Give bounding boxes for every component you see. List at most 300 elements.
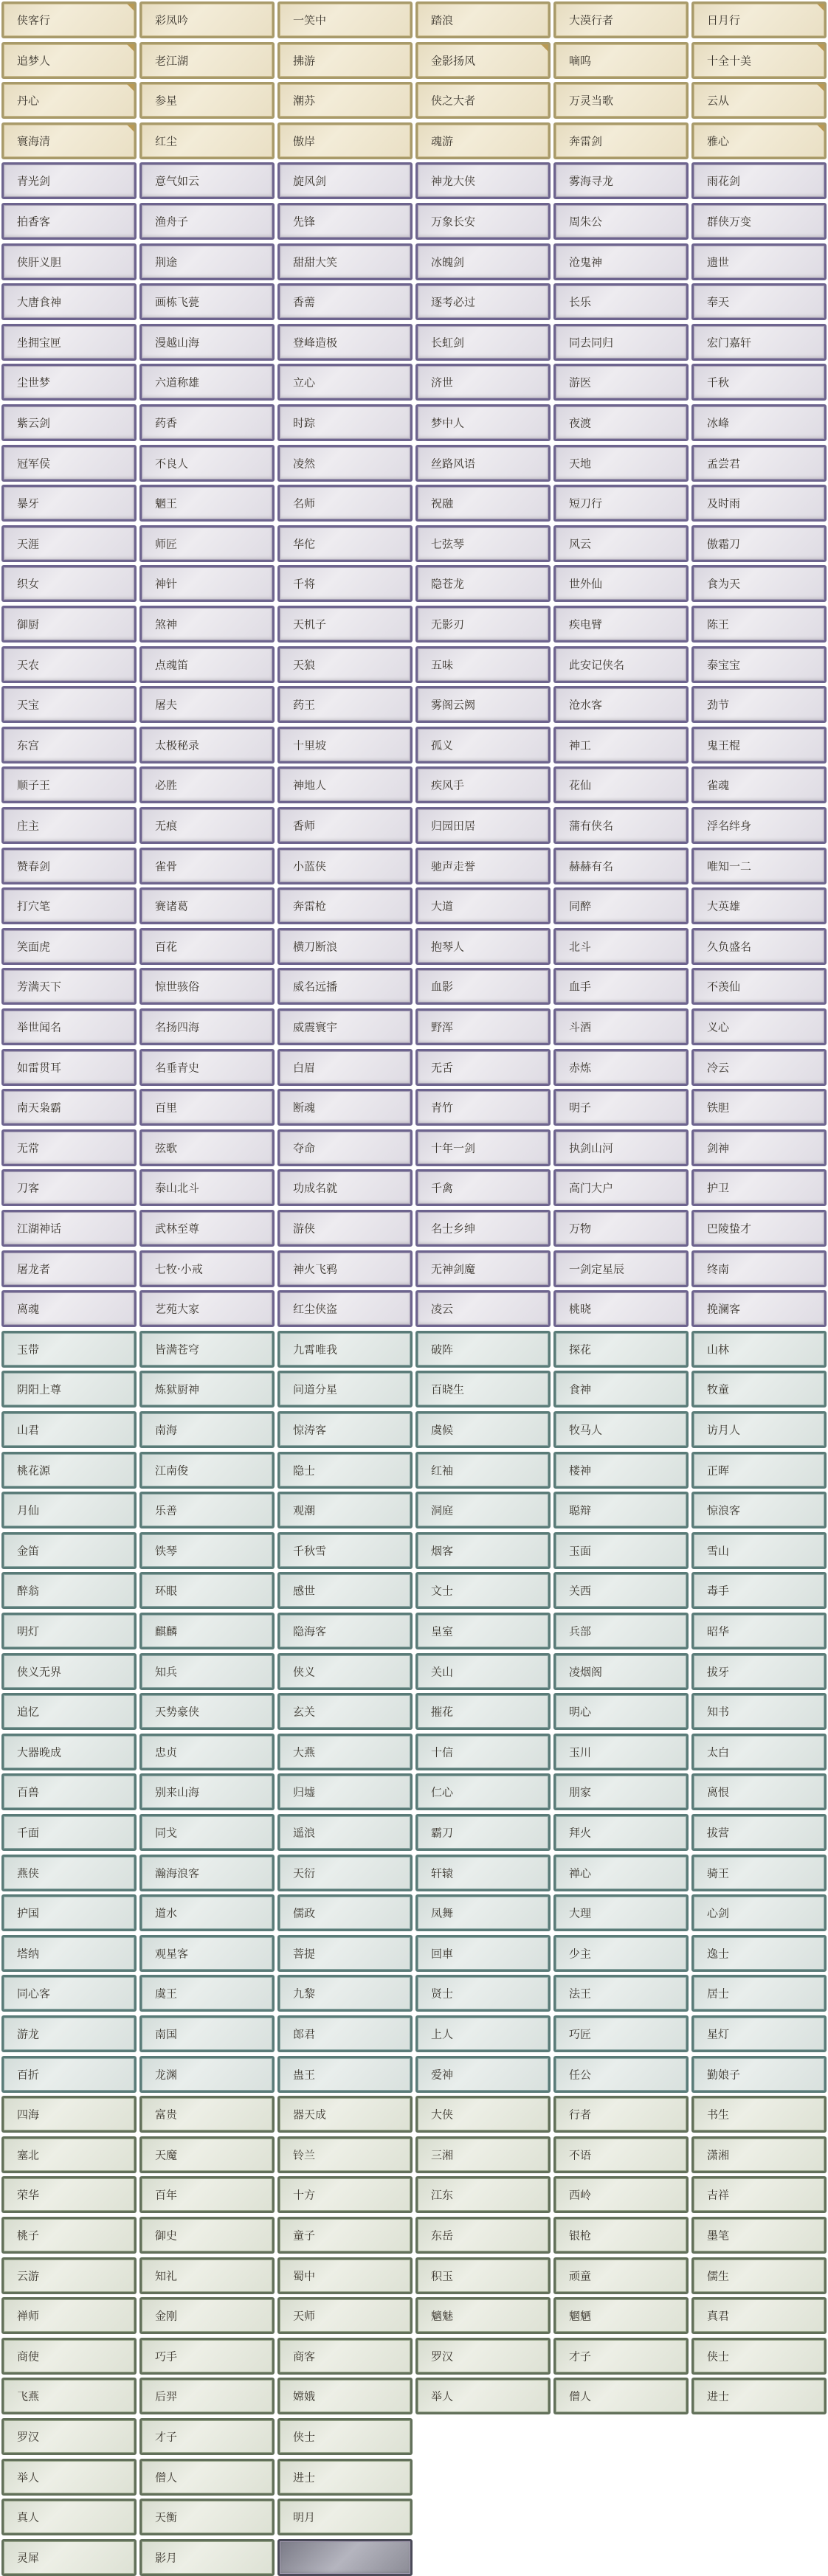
title-tile[interactable] <box>1 122 137 159</box>
title-tile[interactable] <box>553 485 689 522</box>
title-tile[interactable] <box>553 1975 689 2012</box>
title-tile[interactable] <box>139 2217 275 2254</box>
title-tile[interactable] <box>139 1975 275 2012</box>
title-tile[interactable] <box>415 364 551 401</box>
title-tile[interactable] <box>415 283 551 320</box>
title-tile[interactable] <box>139 2378 275 2414</box>
title-tile[interactable] <box>553 1 689 38</box>
title-tile[interactable] <box>553 887 689 924</box>
title-tile[interactable] <box>415 1331 551 1368</box>
title-tile[interactable] <box>415 1572 551 1609</box>
title-tile[interactable] <box>277 203 413 240</box>
title-tile[interactable] <box>277 122 413 159</box>
title-tile[interactable] <box>277 1089 413 1126</box>
title-tile[interactable] <box>553 1532 689 1569</box>
title-tile[interactable] <box>1 1773 137 1810</box>
title-tile[interactable] <box>691 2378 827 2414</box>
title-tile[interactable] <box>415 565 551 602</box>
title-tile[interactable] <box>139 445 275 482</box>
title-tile[interactable] <box>1 928 137 965</box>
title-tile[interactable] <box>691 1008 827 1045</box>
title-tile[interactable] <box>139 1210 275 1247</box>
title-tile[interactable] <box>691 1653 827 1690</box>
title-tile[interactable] <box>691 968 827 1005</box>
title-tile[interactable] <box>139 82 275 119</box>
title-tile[interactable] <box>1 2459 137 2496</box>
title-tile[interactable] <box>1 1532 137 1569</box>
title-tile[interactable] <box>277 2459 413 2496</box>
title-tile[interactable] <box>1 727 137 764</box>
title-tile[interactable] <box>553 2378 689 2414</box>
title-tile[interactable] <box>1 445 137 482</box>
title-tile[interactable] <box>277 1653 413 1690</box>
title-tile[interactable] <box>139 485 275 522</box>
title-tile[interactable] <box>553 1492 689 1528</box>
title-tile[interactable] <box>691 2136 827 2173</box>
title-tile[interactable] <box>553 2096 689 2133</box>
title-tile[interactable] <box>415 42 551 79</box>
title-tile[interactable] <box>139 1855 275 1891</box>
title-tile[interactable] <box>691 2096 827 2133</box>
title-tile[interactable] <box>415 1532 551 1569</box>
title-tile[interactable] <box>691 2217 827 2254</box>
title-tile[interactable] <box>277 1290 413 1327</box>
title-tile[interactable] <box>415 686 551 723</box>
title-tile[interactable] <box>1 1935 137 1972</box>
title-tile[interactable] <box>139 2297 275 2334</box>
title-tile[interactable] <box>1 887 137 924</box>
title-tile[interactable] <box>553 1129 689 1166</box>
title-tile[interactable] <box>139 1049 275 1086</box>
title-tile[interactable] <box>415 1773 551 1810</box>
title-tile[interactable] <box>691 1169 827 1206</box>
title-tile[interactable] <box>277 565 413 602</box>
title-tile[interactable] <box>415 1411 551 1448</box>
title-tile[interactable] <box>553 1734 689 1770</box>
title-tile[interactable] <box>277 887 413 924</box>
title-tile[interactable] <box>1 1210 137 1247</box>
title-tile[interactable] <box>139 1532 275 1569</box>
title-tile[interactable] <box>277 2338 413 2375</box>
title-tile[interactable] <box>1 1975 137 2012</box>
title-tile[interactable] <box>415 1935 551 1972</box>
title-tile[interactable] <box>415 1250 551 1287</box>
title-tile[interactable] <box>553 646 689 683</box>
title-tile[interactable] <box>139 968 275 1005</box>
title-tile[interactable] <box>415 2217 551 2254</box>
title-tile[interactable] <box>139 1008 275 1045</box>
title-tile[interactable] <box>553 243 689 280</box>
title-tile[interactable] <box>415 2378 551 2414</box>
title-tile[interactable] <box>415 2136 551 2173</box>
title-tile[interactable] <box>415 928 551 965</box>
title-tile[interactable] <box>1 364 137 401</box>
title-tile[interactable] <box>415 1290 551 1327</box>
title-tile[interactable] <box>691 122 827 159</box>
title-tile[interactable] <box>1 2257 137 2294</box>
title-tile[interactable] <box>139 525 275 562</box>
title-tile[interactable] <box>415 1855 551 1891</box>
title-tile[interactable] <box>691 1452 827 1489</box>
title-tile[interactable] <box>415 243 551 280</box>
title-tile[interactable] <box>691 887 827 924</box>
title-tile[interactable] <box>1 1049 137 1086</box>
title-tile[interactable] <box>1 283 137 320</box>
title-tile[interactable] <box>1 1734 137 1770</box>
title-tile[interactable] <box>1 1492 137 1528</box>
title-tile[interactable] <box>691 606 827 643</box>
title-tile[interactable] <box>415 2056 551 2093</box>
title-tile[interactable] <box>277 968 413 1005</box>
title-tile[interactable] <box>139 766 275 803</box>
title-tile[interactable] <box>1 2297 137 2334</box>
title-tile[interactable] <box>139 1572 275 1609</box>
title-tile[interactable] <box>277 1532 413 1569</box>
title-tile[interactable] <box>277 2378 413 2414</box>
title-tile[interactable] <box>691 525 827 562</box>
title-tile[interactable] <box>139 2176 275 2213</box>
title-tile[interactable] <box>691 727 827 764</box>
title-tile[interactable] <box>277 1935 413 1972</box>
title-tile[interactable] <box>277 1049 413 1086</box>
title-tile[interactable] <box>553 2297 689 2334</box>
title-tile[interactable] <box>691 1572 827 1609</box>
title-tile[interactable] <box>415 1693 551 1730</box>
title-tile[interactable] <box>553 1371 689 1408</box>
title-tile[interactable] <box>139 686 275 723</box>
title-tile[interactable] <box>139 887 275 924</box>
title-tile[interactable] <box>277 162 413 199</box>
title-tile[interactable] <box>277 42 413 79</box>
title-tile[interactable] <box>415 2257 551 2294</box>
title-tile[interactable] <box>1 2217 137 2254</box>
title-tile[interactable] <box>691 686 827 723</box>
title-tile[interactable] <box>691 1371 827 1408</box>
title-tile[interactable] <box>691 646 827 683</box>
title-tile[interactable] <box>139 122 275 159</box>
title-tile[interactable] <box>1 1411 137 1448</box>
title-tile[interactable] <box>277 2136 413 2173</box>
title-tile[interactable] <box>139 1411 275 1448</box>
title-tile[interactable] <box>691 162 827 199</box>
title-tile[interactable] <box>553 2015 689 2052</box>
title-tile[interactable] <box>691 1129 827 1166</box>
title-tile[interactable] <box>553 2056 689 2093</box>
title-tile[interactable] <box>553 807 689 844</box>
title-tile[interactable] <box>415 848 551 884</box>
title-tile[interactable] <box>277 1129 413 1166</box>
title-tile[interactable] <box>691 485 827 522</box>
title-tile[interactable] <box>691 1613 827 1649</box>
title-tile[interactable] <box>415 2338 551 2375</box>
title-tile[interactable] <box>277 606 413 643</box>
title-tile[interactable] <box>139 565 275 602</box>
title-tile[interactable] <box>415 82 551 119</box>
title-tile[interactable] <box>691 1975 827 2012</box>
title-tile[interactable] <box>139 807 275 844</box>
title-tile[interactable] <box>139 283 275 320</box>
title-tile[interactable] <box>139 1693 275 1730</box>
title-tile[interactable] <box>277 1975 413 2012</box>
title-tile[interactable] <box>415 203 551 240</box>
title-tile[interactable] <box>415 887 551 924</box>
title-tile[interactable] <box>139 646 275 683</box>
title-tile[interactable] <box>139 2015 275 2052</box>
title-tile[interactable] <box>1 2176 137 2213</box>
title-tile[interactable] <box>1 848 137 884</box>
title-tile[interactable] <box>277 1492 413 1528</box>
title-tile[interactable] <box>1 766 137 803</box>
title-tile[interactable] <box>553 1250 689 1287</box>
title-tile[interactable] <box>1 203 137 240</box>
title-tile[interactable] <box>277 1855 413 1891</box>
title-tile[interactable] <box>277 1008 413 1045</box>
title-tile[interactable] <box>1 243 137 280</box>
title-tile[interactable] <box>277 525 413 562</box>
title-tile[interactable] <box>553 2257 689 2294</box>
title-tile[interactable] <box>1 324 137 361</box>
title-tile[interactable] <box>277 646 413 683</box>
title-tile[interactable] <box>553 1049 689 1086</box>
title-tile[interactable] <box>139 2136 275 2173</box>
title-tile[interactable] <box>553 1290 689 1327</box>
title-tile[interactable] <box>415 485 551 522</box>
title-tile[interactable] <box>415 1169 551 1206</box>
title-tile[interactable] <box>1 1572 137 1609</box>
title-tile[interactable] <box>1 2015 137 2052</box>
title-tile[interactable] <box>415 445 551 482</box>
title-tile[interactable] <box>691 364 827 401</box>
title-tile[interactable] <box>277 324 413 361</box>
title-tile[interactable] <box>139 2459 275 2496</box>
title-tile[interactable] <box>277 404 413 441</box>
title-tile[interactable] <box>415 2096 551 2133</box>
title-tile[interactable] <box>277 1894 413 1931</box>
title-tile[interactable] <box>277 1572 413 1609</box>
title-tile[interactable] <box>139 1773 275 1810</box>
title-tile[interactable] <box>1 2539 137 2576</box>
title-tile[interactable] <box>691 1814 827 1851</box>
title-tile[interactable] <box>691 2176 827 2213</box>
title-tile[interactable] <box>553 1653 689 1690</box>
title-tile[interactable] <box>1 1613 137 1649</box>
title-tile[interactable] <box>139 1894 275 1931</box>
title-tile[interactable] <box>415 1975 551 2012</box>
title-tile[interactable] <box>277 2217 413 2254</box>
title-tile[interactable] <box>553 162 689 199</box>
title-tile[interactable] <box>415 525 551 562</box>
title-tile[interactable] <box>415 1734 551 1770</box>
title-tile[interactable] <box>553 1089 689 1126</box>
title-tile[interactable] <box>1 1452 137 1489</box>
title-tile[interactable] <box>691 1250 827 1287</box>
title-tile[interactable] <box>139 928 275 965</box>
title-tile[interactable] <box>1 646 137 683</box>
title-tile[interactable] <box>691 1894 827 1931</box>
title-tile[interactable] <box>553 2136 689 2173</box>
title-tile[interactable] <box>277 1734 413 1770</box>
title-tile[interactable] <box>277 1411 413 1448</box>
title-tile[interactable] <box>1 2418 137 2455</box>
title-tile[interactable] <box>415 968 551 1005</box>
title-tile[interactable] <box>277 727 413 764</box>
title-tile[interactable] <box>277 445 413 482</box>
title-tile[interactable] <box>691 404 827 441</box>
title-tile[interactable] <box>1 1089 137 1126</box>
title-tile[interactable] <box>1 565 137 602</box>
title-tile[interactable] <box>1 1129 137 1166</box>
title-tile[interactable] <box>415 646 551 683</box>
title-tile[interactable] <box>1 1169 137 1206</box>
title-tile[interactable] <box>277 243 413 280</box>
title-tile[interactable] <box>139 1 275 38</box>
title-tile[interactable] <box>553 1572 689 1609</box>
title-tile[interactable] <box>691 1089 827 1126</box>
title-tile[interactable] <box>277 2297 413 2334</box>
title-tile[interactable] <box>277 1169 413 1206</box>
title-tile[interactable] <box>691 203 827 240</box>
title-tile[interactable] <box>415 1492 551 1528</box>
title-tile[interactable] <box>691 1773 827 1810</box>
title-tile[interactable] <box>277 283 413 320</box>
title-tile[interactable] <box>139 1169 275 1206</box>
title-tile[interactable] <box>691 1049 827 1086</box>
title-tile[interactable] <box>1 404 137 441</box>
title-tile[interactable] <box>139 1814 275 1851</box>
title-tile[interactable] <box>1 1371 137 1408</box>
title-tile[interactable] <box>553 2176 689 2213</box>
title-tile[interactable] <box>139 42 275 79</box>
title-tile[interactable] <box>553 848 689 884</box>
title-tile[interactable] <box>139 2338 275 2375</box>
title-tile[interactable] <box>553 727 689 764</box>
title-tile[interactable] <box>139 1089 275 1126</box>
title-tile[interactable] <box>139 2418 275 2455</box>
title-tile[interactable] <box>553 1008 689 1045</box>
title-tile[interactable] <box>1 525 137 562</box>
title-tile[interactable] <box>553 122 689 159</box>
title-tile[interactable] <box>553 445 689 482</box>
title-tile[interactable] <box>139 203 275 240</box>
title-tile[interactable] <box>415 1008 551 1045</box>
title-tile[interactable] <box>691 2056 827 2093</box>
title-tile[interactable] <box>691 1331 827 1368</box>
title-tile[interactable] <box>1 42 137 79</box>
title-tile[interactable] <box>139 404 275 441</box>
title-tile[interactable] <box>139 1452 275 1489</box>
title-tile[interactable] <box>691 807 827 844</box>
title-tile[interactable] <box>277 807 413 844</box>
title-tile[interactable] <box>277 2499 413 2535</box>
title-tile[interactable] <box>139 243 275 280</box>
title-tile[interactable] <box>415 1894 551 1931</box>
title-tile[interactable] <box>553 565 689 602</box>
title-tile[interactable] <box>139 2257 275 2294</box>
title-tile[interactable] <box>415 1371 551 1408</box>
title-tile[interactable] <box>139 1492 275 1528</box>
title-tile[interactable] <box>277 364 413 401</box>
title-tile[interactable] <box>1 2136 137 2173</box>
title-tile[interactable] <box>553 766 689 803</box>
title-tile[interactable] <box>139 1371 275 1408</box>
title-tile[interactable] <box>1 2378 137 2414</box>
title-tile[interactable] <box>553 203 689 240</box>
title-tile[interactable] <box>553 283 689 320</box>
title-tile[interactable] <box>553 968 689 1005</box>
title-tile[interactable] <box>139 1613 275 1649</box>
title-tile[interactable] <box>277 928 413 965</box>
title-tile[interactable] <box>691 1210 827 1247</box>
title-tile[interactable] <box>415 1814 551 1851</box>
title-tile[interactable] <box>1 485 137 522</box>
title-tile[interactable] <box>415 324 551 361</box>
title-tile[interactable] <box>691 1693 827 1730</box>
title-tile[interactable] <box>553 1452 689 1489</box>
title-tile[interactable] <box>415 1613 551 1649</box>
title-tile[interactable] <box>139 1653 275 1690</box>
title-tile[interactable] <box>1 82 137 119</box>
title-tile[interactable] <box>1 2499 137 2535</box>
title-tile[interactable] <box>1 1331 137 1368</box>
title-tile[interactable] <box>415 1210 551 1247</box>
title-tile[interactable] <box>691 1532 827 1569</box>
title-tile[interactable] <box>553 1855 689 1891</box>
title-tile[interactable] <box>1 162 137 199</box>
title-tile[interactable] <box>139 848 275 884</box>
title-tile[interactable] <box>277 1613 413 1649</box>
title-tile[interactable] <box>553 404 689 441</box>
title-tile[interactable] <box>553 1814 689 1851</box>
title-tile[interactable] <box>415 2176 551 2213</box>
title-tile[interactable] <box>139 1734 275 1770</box>
title-tile[interactable] <box>553 686 689 723</box>
title-tile[interactable] <box>553 2338 689 2375</box>
title-tile[interactable] <box>691 445 827 482</box>
title-tile[interactable] <box>553 1613 689 1649</box>
title-tile[interactable] <box>691 1411 827 1448</box>
title-tile[interactable] <box>691 1855 827 1891</box>
title-tile[interactable] <box>415 1653 551 1690</box>
title-tile[interactable] <box>691 2257 827 2294</box>
title-tile[interactable] <box>139 2056 275 2093</box>
title-tile[interactable] <box>1 968 137 1005</box>
title-tile[interactable] <box>139 1331 275 1368</box>
title-tile[interactable] <box>415 404 551 441</box>
title-tile[interactable] <box>277 686 413 723</box>
title-tile[interactable] <box>553 1773 689 1810</box>
title-tile[interactable] <box>691 565 827 602</box>
title-tile[interactable] <box>691 42 827 79</box>
title-tile[interactable] <box>415 1452 551 1489</box>
title-tile[interactable] <box>277 2015 413 2052</box>
title-tile[interactable] <box>1 1894 137 1931</box>
title-tile[interactable] <box>553 928 689 965</box>
title-tile[interactable] <box>415 807 551 844</box>
title-tile[interactable] <box>277 848 413 884</box>
title-tile[interactable] <box>1 2056 137 2093</box>
title-tile[interactable] <box>1 1855 137 1891</box>
title-tile[interactable] <box>1 1008 137 1045</box>
title-tile[interactable] <box>691 1492 827 1528</box>
title-tile[interactable] <box>415 1049 551 1086</box>
title-tile[interactable] <box>553 324 689 361</box>
title-tile[interactable] <box>553 1935 689 1972</box>
title-tile[interactable] <box>691 2015 827 2052</box>
title-tile[interactable] <box>1 1653 137 1690</box>
title-tile[interactable] <box>1 1 137 38</box>
title-tile[interactable] <box>553 364 689 401</box>
title-tile[interactable] <box>139 1290 275 1327</box>
